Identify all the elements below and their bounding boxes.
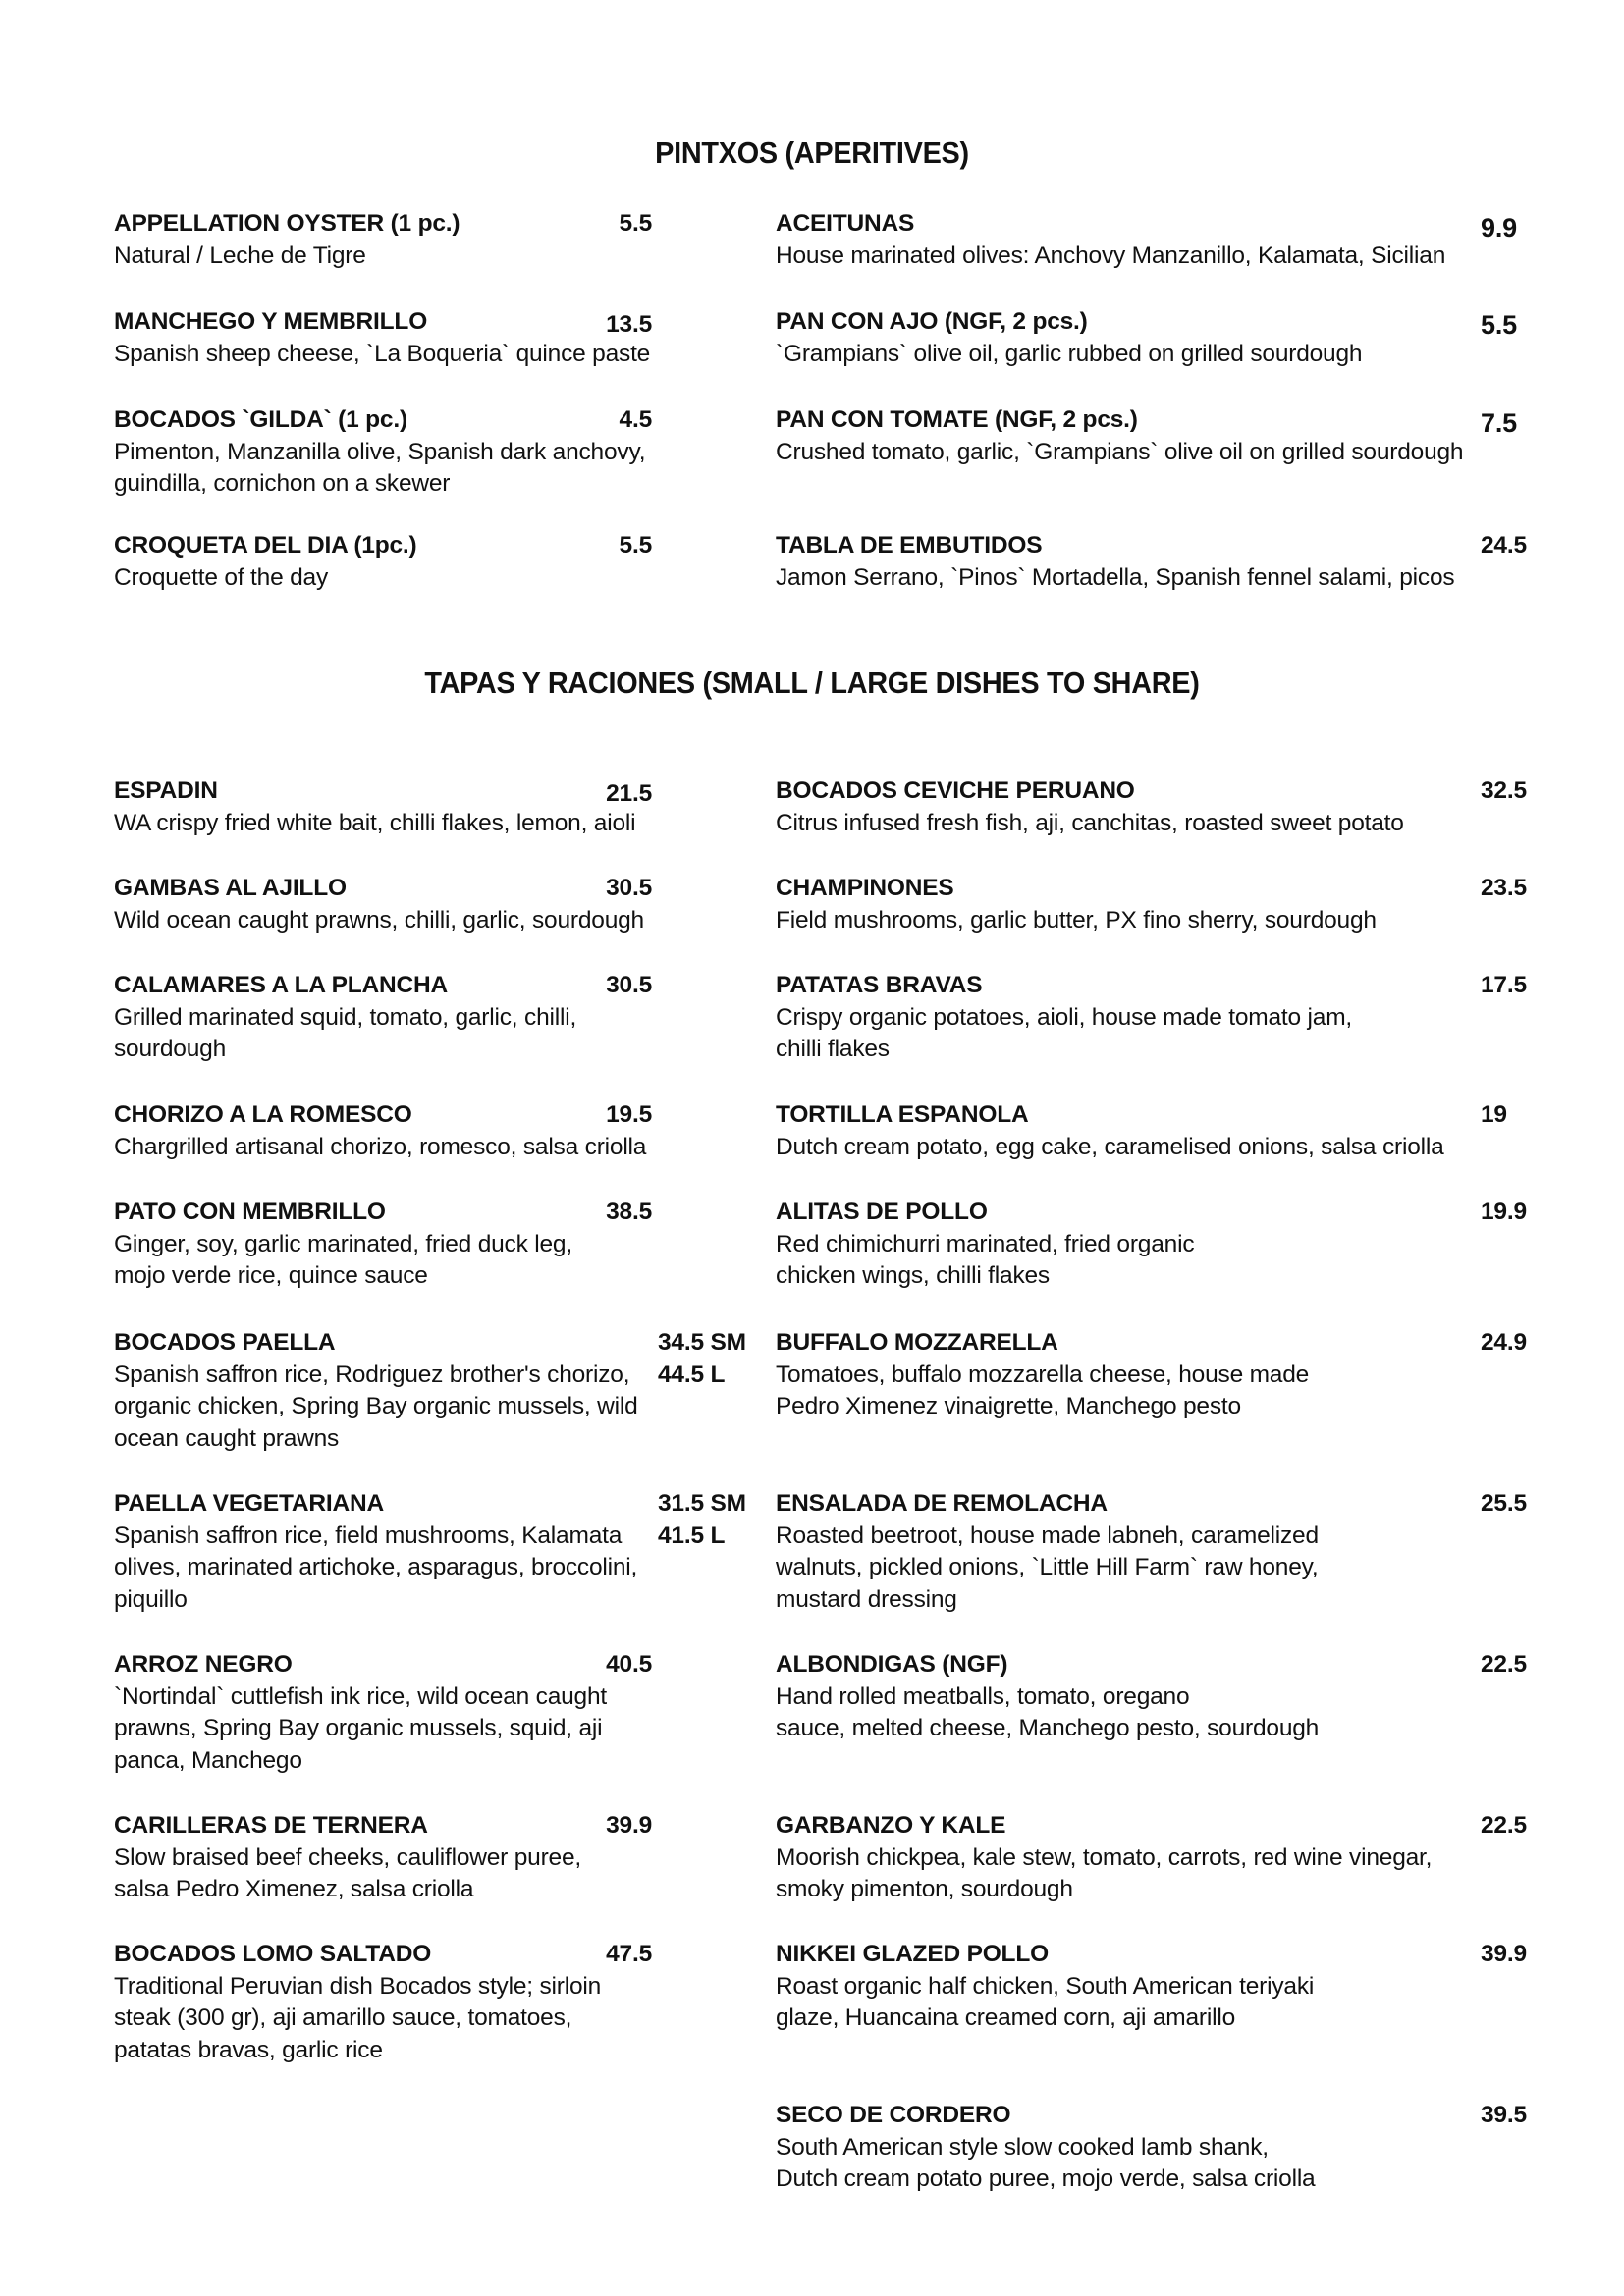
menu-item-ensalada-de-remolacha [776, 1488, 1527, 1616]
item-description: Roasted beetroot, house made labneh, caramelized walnuts, pickled onions, `Little Hill Farm` raw honey, mustard dressing [776, 1522, 1319, 1613]
menu-item-carilleras-de-ternera: CARILLERAS DE TERNERA Slow braised beef cheeks, cauliflower puree, salsa Pedro Ximenez, salsa criolla 39.9 [114, 1810, 703, 1906]
item-name: PAN CON TOMATE (NGF, 2 pcs.) [776, 406, 1138, 433]
item-description: Croquette of the day [114, 563, 329, 591]
item-description: WA crispy fried white bait, chilli flakes, lemon, aioli [114, 809, 636, 836]
menu-item-chorizo-a-la-romesco: CHORIZO A LA ROMESCO Chargrilled artisanal chorizo, romesco, salsa criolla 19.5 [114, 1099, 703, 1163]
item-name: SECO DE CORDERO [776, 2102, 1011, 2128]
item-name: GAMBAS AL AJILLO [114, 875, 347, 901]
item-description: Slow braised beef cheeks, cauliflower puree, salsa Pedro Ximenez, salsa criolla [114, 1843, 582, 1902]
item-description: Chargrilled artisanal chorizo, romesco, salsa criolla [114, 1133, 647, 1160]
item-name: BUFFALO MOZZARELLA [776, 1329, 1058, 1356]
item-name: TORTILLA ESPANOLA [776, 1101, 1029, 1128]
menu-item-bocados-gilda: BOCADOS `GILDA` (1 pc.) Pimenton, Manzanilla olive, Spanish dark anchovy, guindilla, cornichon on a skewer 4.5 [114, 404, 703, 501]
menu-item-patatas-bravas [776, 970, 1527, 1066]
item-price: 24.9 [1481, 1329, 1527, 1356]
item-description: Traditional Peruvian dish Bocados style; sirloin steak (300 gr), aji amarillo sauce, tomatoes, patatas bravas, garlic rice [114, 1972, 602, 2063]
item-description: Roast organic half chicken, South American teriyaki glaze, Huancaina creamed corn, aji amarillo [776, 1972, 1315, 2031]
item-price: 22.5 [1481, 1651, 1527, 1678]
item-price: 32.5 [1481, 777, 1527, 804]
item-price: 39.5 [1481, 2102, 1527, 2128]
item-description: Wild ocean caught prawns, chilli, garlic, sourdough [114, 906, 644, 934]
menu-item-paella-vegetariana [114, 1488, 746, 1616]
item-name: NIKKEI GLAZED POLLO [776, 1941, 1049, 1967]
pintxos-section-title: PINTXOS (APERITIVES) [655, 135, 969, 170]
menu-item-calamares-a-la-plancha: CALAMARES A LA PLANCHA Grilled marinated squid, tomato, garlic, chilli, sourdough 30.5 [114, 970, 703, 1066]
menu-item-pan-con-tomate [776, 404, 1522, 468]
item-price-sizes: 31.5 SM 41.5 L [658, 1490, 746, 1549]
menu-item-gambas-al-ajillo: GAMBAS AL AJILLO Wild ocean caught prawns, chilli, garlic, sourdough 30.5 [114, 873, 703, 936]
item-description: Jamon Serrano, `Pinos` Mortadella, Spanish fennel salami, picos [776, 563, 1455, 591]
menu-item-bocados-ceviche-peruano [776, 775, 1527, 839]
item-price: 23.5 [1481, 875, 1527, 901]
menu-item-pato-con-membrillo: PATO CON MEMBRILLO Ginger, soy, garlic marinated, fried duck leg, mojo verde rice, quince sauce 38.5 [114, 1197, 703, 1293]
menu-item-tabla-de-embutidos [776, 530, 1527, 594]
item-name: BOCADOS CEVICHE PERUANO [776, 777, 1135, 804]
item-description: Spanish saffron rice, Rodriguez brother's chorizo, organic chicken, Spring Bay organic mussels, wild ocean caught prawns [114, 1361, 638, 1452]
item-name: BOCADOS PAELLA [114, 1329, 336, 1356]
menu-item-nikkei-glazed-pollo [776, 1939, 1527, 2035]
menu-item-buffalo-mozzarella [776, 1327, 1527, 1423]
item-name: CHORIZO A LA ROMESCO [114, 1101, 412, 1128]
item-name: PATO CON MEMBRILLO [114, 1199, 386, 1225]
item-description: Crispy organic potatoes, aioli, house made tomato jam, chilli flakes [776, 1003, 1353, 1062]
menu-item-albondigas [776, 1649, 1527, 1745]
item-price: 25.5 [1481, 1490, 1527, 1517]
item-name: ESPADIN [114, 777, 218, 804]
item-name: APPELLATION OYSTER (1 pc.) [114, 210, 460, 237]
menu-item-bocados-lomo-saltado: BOCADOS LOMO SALTADO Traditional Peruvian dish Bocados style; sirloin steak (300 gr), aji amarillo sauce, tomatoes, patatas bravas, garlic rice 47.5 [114, 1939, 703, 2066]
item-name: PAELLA VEGETARIANA [114, 1490, 384, 1517]
item-price: 24.5 [1481, 532, 1527, 559]
menu-item-espadin: ESPADIN WA crispy fried white bait, chilli flakes, lemon, aioli 21.5 [114, 775, 703, 839]
item-description: Moorish chickpea, kale stew, tomato, carrots, red wine vinegar, smoky pimenton, sourdough [776, 1843, 1433, 1902]
item-name: CARILLERAS DE TERNERA [114, 1812, 428, 1839]
item-price: 22.5 [1481, 1812, 1527, 1839]
menu-item-bocados-paella [114, 1327, 746, 1455]
item-price: 7.5 [1481, 408, 1517, 438]
tapas-section-title: TAPAS Y RACIONES (SMALL / LARGE DISHES TO SHARE) [424, 666, 1200, 700]
item-name: ACEITUNAS [776, 210, 915, 237]
item-price: 17.5 [1481, 972, 1527, 998]
item-description: Field mushrooms, garlic butter, PX fino sherry, sourdough [776, 906, 1377, 934]
item-description: South American style slow cooked lamb shank, Dutch cream potato puree, mojo verde, salsa criolla [776, 2133, 1316, 2192]
item-price: 19.9 [1481, 1199, 1527, 1225]
menu-item-tortilla-espanola [776, 1099, 1522, 1163]
item-description: Grilled marinated squid, tomato, garlic, chilli, sourdough [114, 1003, 577, 1062]
item-description: Red chimichurri marinated, fried organic chicken wings, chilli flakes [776, 1230, 1195, 1289]
item-description: `Nortindal` cuttlefish ink rice, wild ocean caught prawns, Spring Bay organic mussels, squid, aji panca, Manchego [114, 1682, 608, 1774]
item-name: ALITAS DE POLLO [776, 1199, 988, 1225]
item-name: ALBONDIGAS (NGF) [776, 1651, 1008, 1678]
menu-item-aceitunas [776, 208, 1522, 272]
menu-item-croqueta-del-dia: CROQUETA DEL DIA (1pc.) Croquette of the day 5.5 [114, 530, 703, 594]
item-name: CROQUETA DEL DIA (1pc.) [114, 532, 417, 559]
item-description: Tomatoes, buffalo mozzarella cheese, house made Pedro Ximenez vinaigrette, Manchego pesto [776, 1361, 1310, 1419]
menu-item-seco-de-cordero [776, 2100, 1527, 2196]
item-price: 9.9 [1481, 213, 1517, 242]
item-name: PATATAS BRAVAS [776, 972, 983, 998]
item-description: Spanish sheep cheese, `La Boqueria` quince paste [114, 340, 651, 367]
item-name: PAN CON AJO (NGF, 2 pcs.) [776, 308, 1088, 335]
item-description: Citrus infused fresh fish, aji, canchitas, roasted sweet potato [776, 809, 1404, 836]
menu-item-alitas-de-pollo [776, 1197, 1527, 1293]
item-name: CHAMPINONES [776, 875, 954, 901]
menu-item-arroz-negro: ARROZ NEGRO `Nortindal` cuttlefish ink rice, wild ocean caught prawns, Spring Bay organic mussels, squid, aji panca, Manchego 40.5 [114, 1649, 703, 1777]
item-name: ENSALADA DE REMOLACHA [776, 1490, 1108, 1517]
menu-item-champinones [776, 873, 1527, 936]
item-description: `Grampians` olive oil, garlic rubbed on grilled sourdough [776, 340, 1363, 367]
item-name: MANCHEGO Y MEMBRILLO [114, 308, 428, 335]
item-description: House marinated olives: Anchovy Manzanillo, Kalamata, Sicilian [776, 241, 1446, 269]
item-name: BOCADOS `GILDA` (1 pc.) [114, 406, 407, 433]
item-price: 39.9 [1481, 1941, 1527, 1967]
item-name: BOCADOS LOMO SALTADO [114, 1941, 432, 1967]
menu-item-garbanzo-y-kale [776, 1810, 1527, 1906]
item-description: Pimenton, Manzanilla olive, Spanish dark anchovy, guindilla, cornichon on a skewer [114, 438, 646, 497]
menu-item-manchego-y-membrillo: MANCHEGO Y MEMBRILLO Spanish sheep cheese, `La Boqueria` quince paste 13.5 [114, 306, 703, 370]
menu-item-appellation-oyster: APPELLATION OYSTER (1 pc.) Natural / Leche de Tigre 5.5 [114, 208, 703, 272]
item-description: Natural / Leche de Tigre [114, 241, 366, 269]
item-description: Dutch cream potato, egg cake, caramelised onions, salsa criolla [776, 1133, 1444, 1160]
item-description: Spanish saffron rice, field mushrooms, Kalamata olives, marinated artichoke, asparagus, broccolini, piquillo [114, 1522, 638, 1613]
item-name: CALAMARES A LA PLANCHA [114, 972, 448, 998]
item-name: ARROZ NEGRO [114, 1651, 293, 1678]
menu-item-pan-con-ajo [776, 306, 1522, 370]
item-name: TABLA DE EMBUTIDOS [776, 532, 1043, 559]
item-price-sizes: 34.5 SM 44.5 L [658, 1329, 746, 1388]
item-price: 19 [1481, 1101, 1507, 1128]
item-description: Hand rolled meatballs, tomato, oregano sauce, melted cheese, Manchego pesto, sourdough [776, 1682, 1320, 1741]
item-name: GARBANZO Y KALE [776, 1812, 1006, 1839]
item-price: 5.5 [1481, 310, 1517, 340]
item-description: Crushed tomato, garlic, `Grampians` olive oil on grilled sourdough [776, 438, 1464, 465]
item-description: Ginger, soy, garlic marinated, fried duck leg, mojo verde rice, quince sauce [114, 1230, 572, 1289]
